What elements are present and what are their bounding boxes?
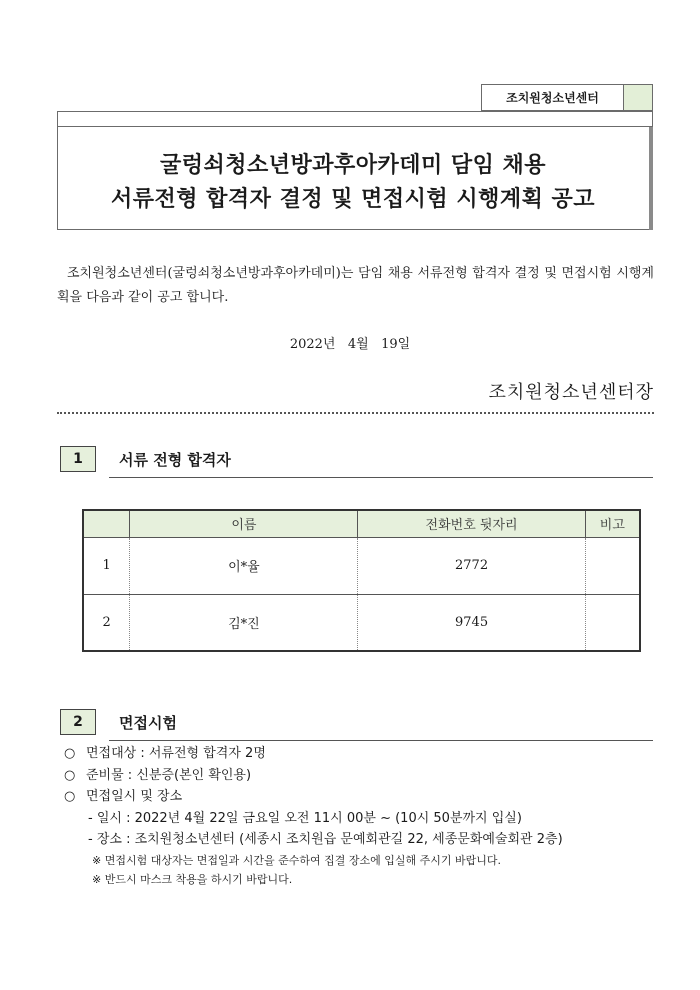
intro-paragraph [57, 262, 654, 310]
list-item [64, 786, 664, 808]
section-1-header [57, 445, 653, 475]
notice-date: 2022년 4월 19일 [289, 337, 411, 352]
section-2-number: 2 [60, 709, 96, 735]
table-row [83, 594, 640, 651]
item-text: 면접대상 : 서류전형 합격자 2명 [86, 746, 266, 761]
cell-phone: 9745 [358, 594, 585, 651]
section-1-number: 1 [60, 446, 96, 472]
org-tag-swatch [624, 85, 652, 110]
section-1-title: 서류 전형 합격자 [119, 451, 231, 469]
intro-text: 조치원청소년센터(굴렁쇠청소년방과후아카데미)는 담임 채용 서류전형 합격자 결정 및 면접시험 시행계획을 다음과 같이 공고 합니다. [57, 266, 654, 305]
list-item [64, 743, 664, 765]
section-1-rule [109, 477, 653, 478]
table-row [83, 537, 640, 594]
cell-no: 1 [83, 537, 130, 594]
col-no-header [83, 510, 130, 537]
title-side-shadow [649, 127, 653, 230]
cell-name: 김*진 [130, 594, 358, 651]
col-phone-header: 전화번호 뒷자리 [358, 510, 585, 537]
note-mask: ※ 반드시 마스크 착용을 하시기 바랍니다. [92, 872, 293, 886]
cell-no: 2 [83, 594, 130, 651]
dotted-divider [57, 412, 654, 414]
bullet-circle: ○ [64, 789, 76, 804]
col-note-header: 비고 [585, 510, 640, 537]
bullet-circle: ○ [64, 746, 76, 761]
col-name-header: 이름 [130, 510, 358, 537]
org-tag-label: 조치원청소년센터 [482, 85, 624, 110]
title-top-bar [57, 111, 653, 127]
item-text: 준비물 : 신분증(본인 확인용) [86, 767, 252, 783]
cell-name: 이*율 [130, 537, 358, 594]
section-2-header [57, 708, 653, 738]
list-item [64, 765, 664, 787]
cell-note [585, 594, 640, 651]
title-line-2: 서류전형 합격자 결정 및 면접시험 시행계획 공고 [111, 187, 595, 212]
interview-info-list [64, 743, 664, 889]
cell-note [585, 537, 640, 594]
section-2-rule [109, 740, 653, 741]
bullet-circle: ○ [64, 767, 76, 783]
item-text: 면접일시 및 장소 [86, 789, 183, 804]
cell-phone: 2772 [358, 537, 585, 594]
title-line-1: 굴렁쇠청소년방과후아카데미 담임 채용 [159, 153, 547, 178]
table-header-row [83, 510, 640, 537]
note-attendance: ※ 면접시험 대상자는 면접일과 시간을 준수하여 집결 장소에 입실해 주시기 바랍니다. [92, 853, 501, 867]
sub-item-datetime: - 일시 : 2022년 4월 22일 금요일 오전 11시 00분 ~ (10시 50분까지 입실) [88, 810, 522, 826]
org-tag [481, 84, 653, 111]
section-2-title: 면접시험 [119, 714, 177, 732]
signer: 조치원청소년센터장 [488, 382, 654, 403]
results-table [82, 509, 641, 652]
sub-item-location: - 장소 : 조치원청소년센터 (세종시 조치원읍 문예회관길 22, 세종문화예술회관 2층) [88, 832, 563, 847]
